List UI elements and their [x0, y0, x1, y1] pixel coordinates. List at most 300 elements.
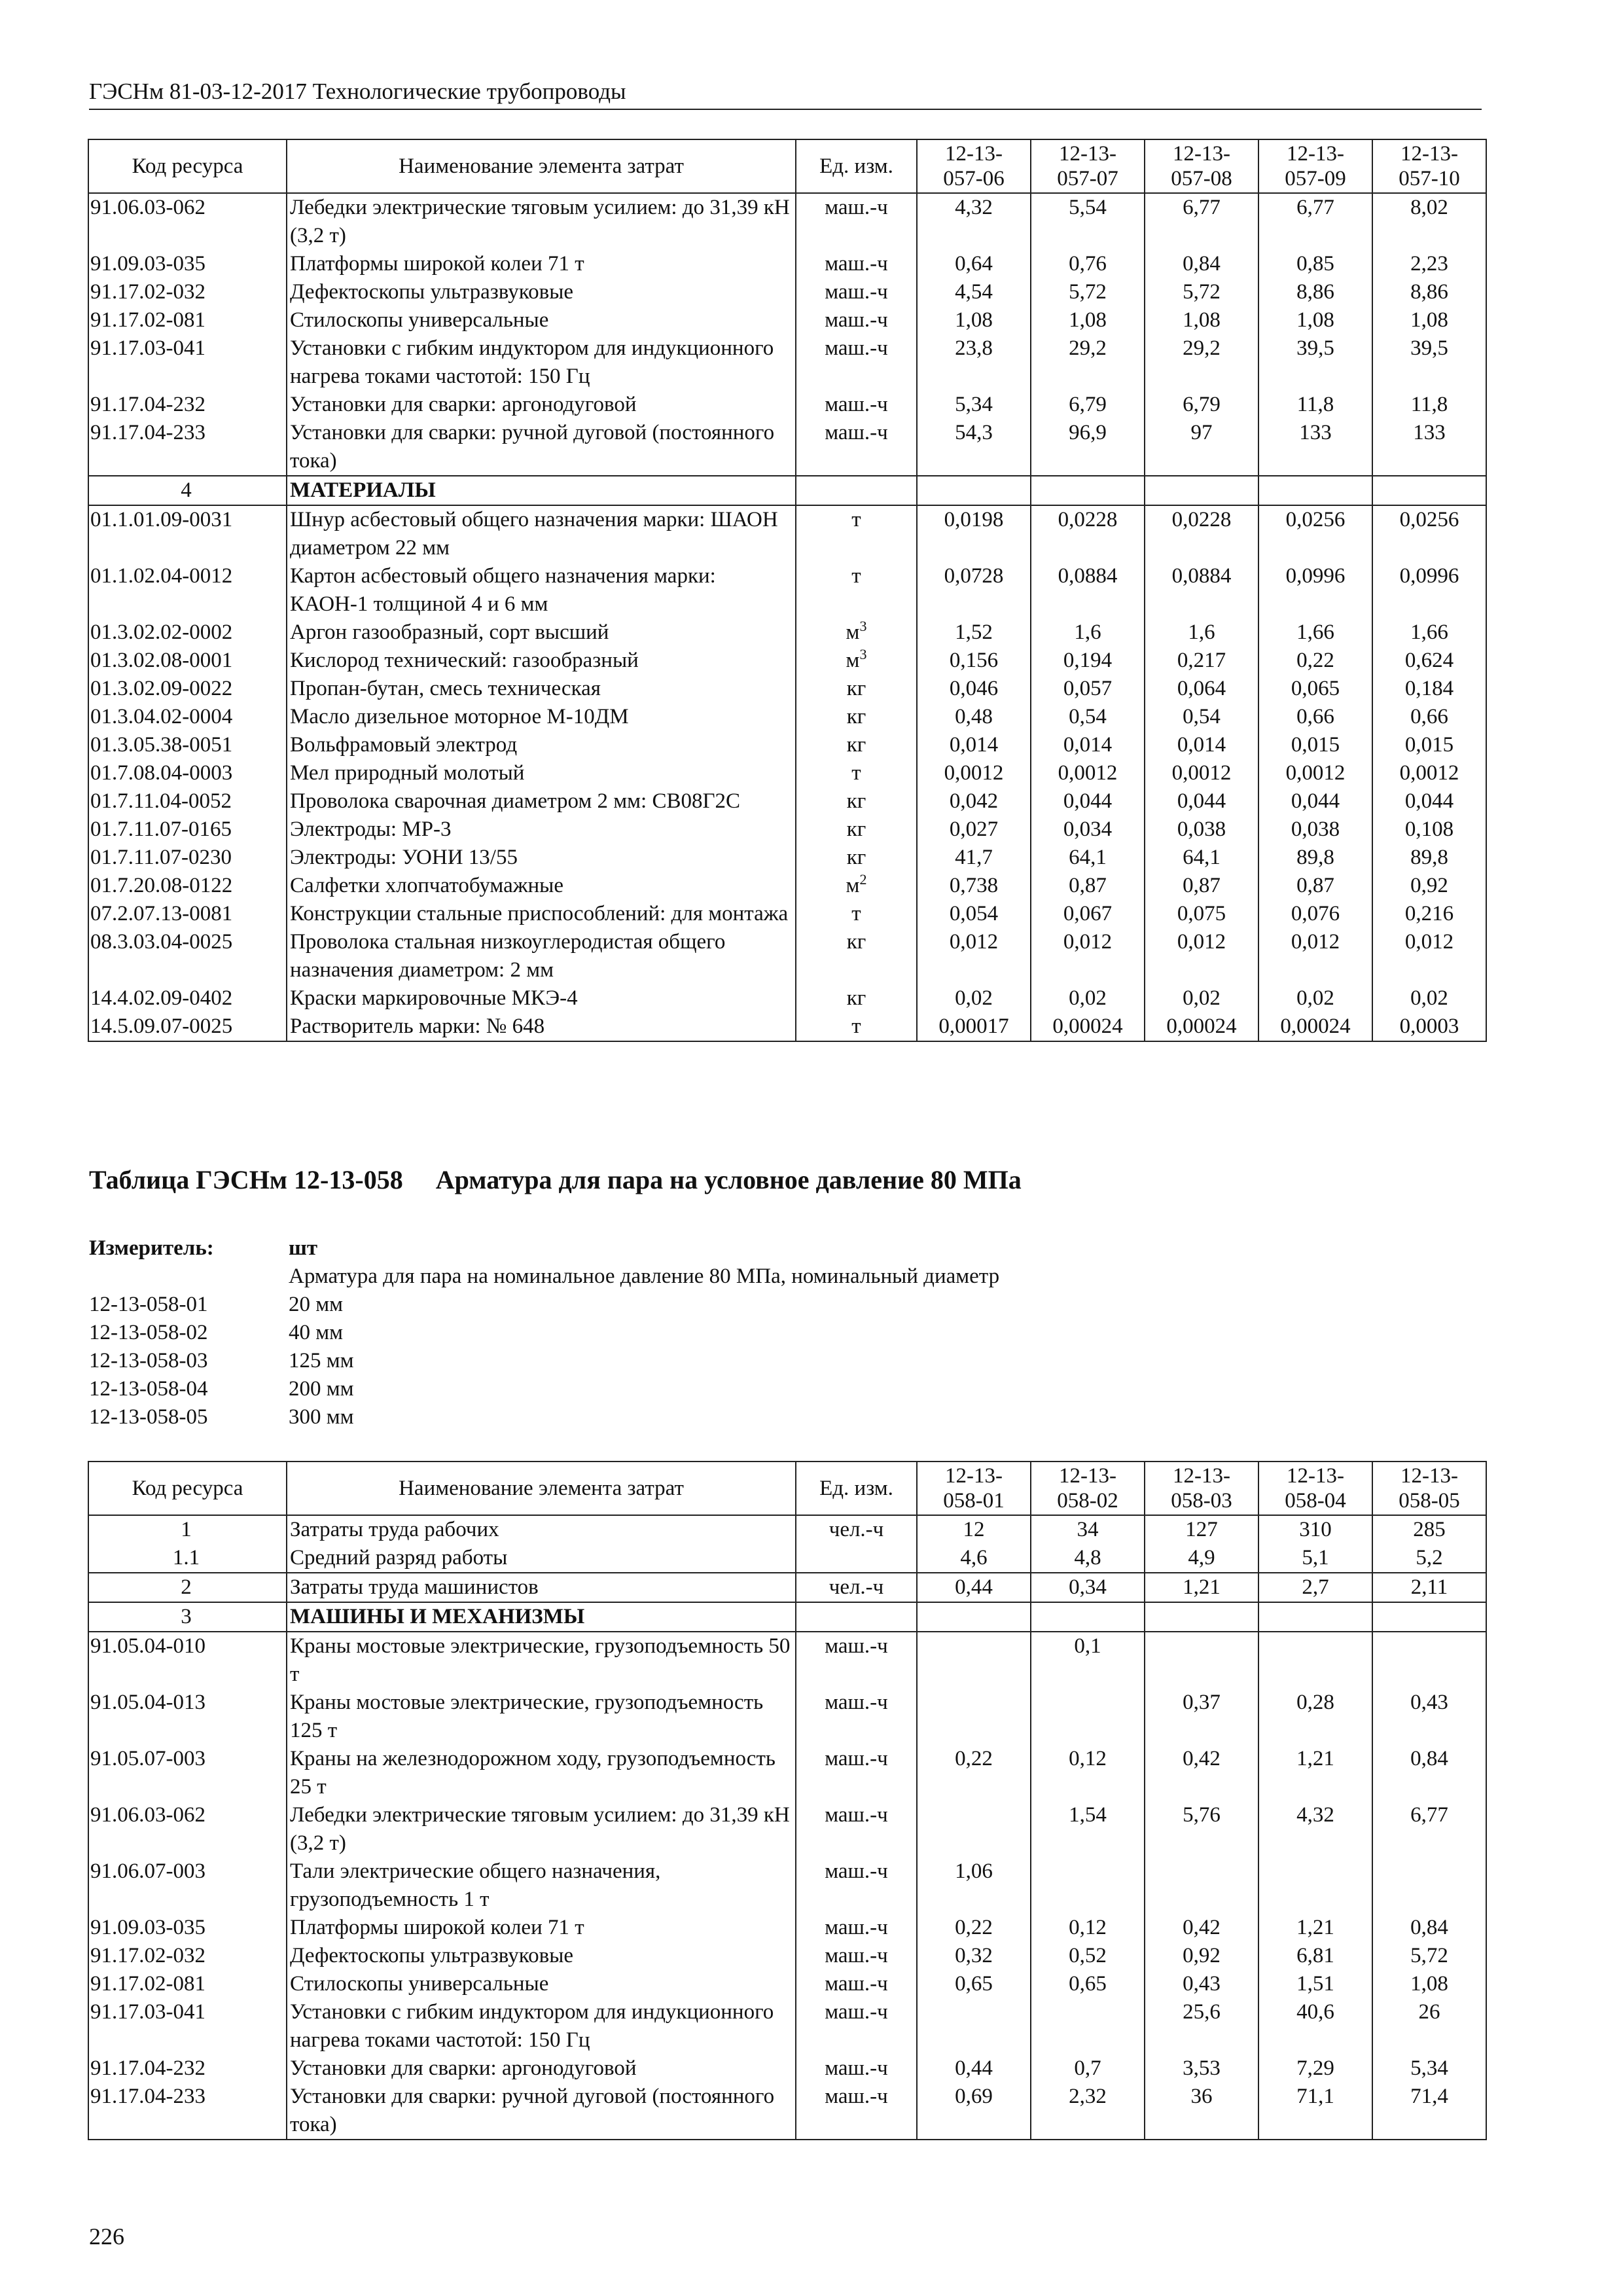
value-cell: 0,044 — [1145, 787, 1258, 816]
resource-code: 4 — [88, 476, 287, 505]
value-cell: 11,8 — [1372, 391, 1486, 419]
value-cell: 1,54 — [1031, 1801, 1145, 1857]
value-cell: 0,7 — [1031, 2054, 1145, 2083]
table-row — [88, 816, 1486, 844]
resource-name: Затраты труда рабочих — [287, 1515, 796, 1544]
resource-unit — [796, 250, 917, 278]
value-cell: 0,87 — [1145, 872, 1258, 900]
value-cell — [1031, 1602, 1145, 1632]
table-row — [88, 1801, 1486, 1857]
value-cell: 29,2 — [1031, 334, 1145, 391]
header-name: Наименование элемента затрат — [287, 1462, 796, 1515]
resource-name: МАШИНЫ И МЕХАНИЗМЫ — [287, 1602, 796, 1632]
resource-name: Тали электрические общего назначения, грузоподъемность 1 т — [287, 1857, 796, 1914]
resource-code: 01.3.02.02-0002 — [88, 619, 287, 647]
value-cell: 64,1 — [1145, 844, 1258, 872]
value-cell: 0,014 — [917, 731, 1031, 759]
value-cell — [917, 1602, 1031, 1632]
value-cell: 7,29 — [1258, 2054, 1372, 2083]
header-column: 12-13- 058-05 — [1372, 1462, 1486, 1515]
table-row — [88, 759, 1486, 787]
unit-text: маш.-ч — [825, 421, 888, 444]
unit-text: маш.-ч — [825, 1691, 888, 1714]
unit-text: маш.-ч — [825, 308, 888, 332]
unit-text: маш.-ч — [825, 280, 888, 304]
value-cell: 29,2 — [1145, 334, 1258, 391]
value-cell: 96,9 — [1031, 419, 1145, 476]
unit-text: маш.-ч — [825, 1859, 888, 1883]
resource-code: 91.17.03-041 — [88, 334, 287, 391]
value-cell: 1,08 — [1372, 1970, 1486, 1998]
resource-unit — [796, 984, 917, 1013]
value-cell: 6,81 — [1258, 1942, 1372, 1970]
value-cell: 1,08 — [1145, 306, 1258, 334]
resource-unit — [796, 1801, 917, 1857]
resource-name: Затраты труда машинистов — [287, 1573, 796, 1602]
unit-text: кг — [846, 705, 866, 728]
value-cell: 6,79 — [1145, 391, 1258, 419]
resource-name: Кислород технический: газообразный — [287, 647, 796, 675]
resource-name: Лебедки электрические тяговым усилием: до 31,39 кН (3,2 т) — [287, 1801, 796, 1857]
value-cell: 1,21 — [1145, 1573, 1258, 1602]
resource-unit — [796, 1745, 917, 1801]
resource-name: Стилоскопы универсальные — [287, 306, 796, 334]
resource-name: Платформы широкой колеи 71 т — [287, 1914, 796, 1942]
resource-unit — [796, 306, 917, 334]
value-cell: 1,66 — [1258, 619, 1372, 647]
value-cell: 1,51 — [1258, 1970, 1372, 1998]
table-body — [88, 193, 1486, 1041]
meter-item-text: 125 мм — [289, 1349, 354, 1372]
value-cell — [1145, 1857, 1258, 1914]
unit-text: маш.-ч — [825, 252, 888, 276]
resource-unit — [796, 1970, 917, 1998]
resource-name: Краны мостовые электрические, грузоподъемность 125 т — [287, 1689, 796, 1745]
resource-name: Электроды: МР-3 — [287, 816, 796, 844]
value-cell: 0,02 — [917, 984, 1031, 1013]
resource-unit — [796, 1914, 917, 1942]
value-cell — [917, 1632, 1031, 1689]
value-cell: 36 — [1145, 2083, 1258, 2140]
table-row — [88, 2054, 1486, 2083]
resource-unit — [796, 419, 917, 476]
value-cell: 0,0012 — [1031, 759, 1145, 787]
value-cell: 0,42 — [1145, 1914, 1258, 1942]
resource-name: Платформы широкой колеи 71 т — [287, 250, 796, 278]
unit-text: т — [851, 508, 861, 531]
meter-item — [89, 1375, 999, 1403]
page-number: 226 — [89, 2223, 124, 2250]
unit-text: маш.-ч — [825, 196, 888, 219]
header-column: 12-13- 058-02 — [1031, 1462, 1145, 1515]
value-cell: 4,9 — [1145, 1544, 1258, 1573]
value-cell: 285 — [1372, 1515, 1486, 1544]
resource-code: 91.17.04-233 — [88, 419, 287, 476]
resource-table-057 — [88, 139, 1487, 1042]
value-cell: 97 — [1145, 419, 1258, 476]
table-row — [88, 928, 1486, 984]
value-cell: 26 — [1372, 1998, 1486, 2054]
unit-text: т — [851, 761, 861, 785]
resource-name: Установки для сварки: аргонодуговой — [287, 391, 796, 419]
resource-code: 91.17.04-232 — [88, 391, 287, 419]
resource-code: 91.17.02-081 — [88, 306, 287, 334]
resource-code: 2 — [88, 1573, 287, 1602]
value-cell: 0,015 — [1258, 731, 1372, 759]
unit-text: маш.-ч — [825, 2000, 888, 2024]
header-column: 12-13- 058-03 — [1145, 1462, 1258, 1515]
value-cell: 0,48 — [917, 703, 1031, 731]
value-cell: 0,046 — [917, 675, 1031, 703]
resource-name: Краны на железнодорожном ходу, грузоподъемность 25 т — [287, 1745, 796, 1801]
value-cell: 34 — [1031, 1515, 1145, 1544]
value-cell: 6,79 — [1031, 391, 1145, 419]
resource-name: Дефектоскопы ультразвуковые — [287, 1942, 796, 1970]
value-cell: 0,22 — [1258, 647, 1372, 675]
section-title — [89, 1164, 1022, 1196]
header-code: Код ресурса — [88, 1462, 287, 1515]
value-cell: 0,0996 — [1372, 562, 1486, 619]
value-cell: 0,0228 — [1031, 505, 1145, 562]
value-cell: 5,1 — [1258, 1544, 1372, 1573]
value-cell: 1,21 — [1258, 1745, 1372, 1801]
unit-exponent: 3 — [859, 646, 867, 662]
unit-exponent: 3 — [859, 618, 867, 634]
value-cell: 0,738 — [917, 872, 1031, 900]
resource-code: 01.3.02.09-0022 — [88, 675, 287, 703]
resource-code: 1.1 — [88, 1544, 287, 1573]
unit-text: кг — [846, 846, 866, 869]
resource-unit — [796, 647, 917, 675]
value-cell: 64,1 — [1031, 844, 1145, 872]
unit-text: кг — [846, 677, 866, 700]
page-header: ГЭСНм 81-03-12-2017 Технологические трубопроводы — [89, 77, 1482, 110]
table-row — [88, 1632, 1486, 1689]
value-cell: 2,7 — [1258, 1573, 1372, 1602]
meter-label: Измеритель: — [89, 1236, 214, 1260]
value-cell: 0,012 — [1145, 928, 1258, 984]
value-cell: 0,34 — [1031, 1573, 1145, 1602]
value-cell: 0,00017 — [917, 1013, 1031, 1041]
value-cell — [1145, 1632, 1258, 1689]
resource-code: 07.2.07.13-0081 — [88, 900, 287, 928]
resource-name: МАТЕРИАЛЫ — [287, 476, 796, 505]
value-cell: 25,6 — [1145, 1998, 1258, 2054]
resource-code: 01.7.20.08-0122 — [88, 872, 287, 900]
unit-text: кг — [846, 930, 866, 954]
resource-name: Конструкции стальные приспособлений: для монтажа — [287, 900, 796, 928]
value-cell — [1031, 1998, 1145, 2054]
table-row — [88, 419, 1486, 476]
resource-unit — [796, 900, 917, 928]
resource-code: 1 — [88, 1515, 287, 1544]
meter-item-text: 200 мм — [289, 1377, 354, 1401]
value-cell — [1258, 476, 1372, 505]
meter-item — [89, 1291, 999, 1319]
meter-row — [89, 1263, 999, 1291]
value-cell — [917, 1689, 1031, 1745]
value-cell: 0,0996 — [1258, 562, 1372, 619]
unit-text: маш.-ч — [825, 2085, 888, 2108]
resource-unit — [796, 787, 917, 816]
value-cell: 0,02 — [1258, 984, 1372, 1013]
value-cell: 0,85 — [1258, 250, 1372, 278]
table-row — [88, 872, 1486, 900]
resource-unit — [796, 703, 917, 731]
value-cell: 3,53 — [1145, 2054, 1258, 2083]
value-cell: 0,0256 — [1372, 505, 1486, 562]
meter-items — [89, 1291, 999, 1431]
meter-value: шт — [289, 1236, 318, 1260]
value-cell: 0,075 — [1145, 900, 1258, 928]
header-column: 12-13- 057-07 — [1031, 139, 1145, 193]
value-cell — [1031, 1857, 1145, 1914]
meter-item-code: 12-13-058-01 — [89, 1293, 208, 1316]
table-row — [88, 1857, 1486, 1914]
table-row — [88, 306, 1486, 334]
value-cell: 0,0012 — [1145, 759, 1258, 787]
meter-block — [89, 1234, 999, 1431]
value-cell: 0,92 — [1372, 872, 1486, 900]
resource-code: 91.17.03-041 — [88, 1998, 287, 2054]
value-cell: 1,52 — [917, 619, 1031, 647]
resource-name: Стилоскопы универсальные — [287, 1970, 796, 1998]
table-row — [88, 1914, 1486, 1942]
value-cell: 0,64 — [917, 250, 1031, 278]
value-cell: 0,012 — [1258, 928, 1372, 984]
value-cell: 11,8 — [1258, 391, 1372, 419]
header-column: 12-13- 057-09 — [1258, 139, 1372, 193]
meter-item-code: 12-13-058-02 — [89, 1321, 208, 1344]
value-cell: 0,43 — [1145, 1970, 1258, 1998]
value-cell: 5,72 — [1031, 278, 1145, 306]
value-cell: 23,8 — [917, 334, 1031, 391]
value-cell: 1,08 — [1258, 306, 1372, 334]
value-cell: 0,12 — [1031, 1745, 1145, 1801]
resource-unit — [796, 562, 917, 619]
value-cell — [917, 1998, 1031, 2054]
table-row — [88, 391, 1486, 419]
unit-text: кг — [846, 817, 866, 841]
value-cell: 0,65 — [917, 1970, 1031, 1998]
value-cell: 8,86 — [1372, 278, 1486, 306]
value-cell: 0,0198 — [917, 505, 1031, 562]
resource-code: 91.09.03-035 — [88, 1914, 287, 1942]
value-cell: 0,054 — [917, 900, 1031, 928]
value-cell: 1,21 — [1258, 1914, 1372, 1942]
value-cell: 12 — [917, 1515, 1031, 1544]
meter-item — [89, 1347, 999, 1375]
value-cell — [1372, 476, 1486, 505]
value-cell: 0,02 — [1145, 984, 1258, 1013]
header-column: 12-13- 058-04 — [1258, 1462, 1372, 1515]
resource-name: Растворитель марки: № 648 — [287, 1013, 796, 1041]
resource-unit — [796, 816, 917, 844]
value-cell: 0,02 — [1372, 984, 1486, 1013]
value-cell: 0,76 — [1031, 250, 1145, 278]
value-cell: 39,5 — [1258, 334, 1372, 391]
value-cell: 0,66 — [1258, 703, 1372, 731]
value-cell: 1,08 — [917, 306, 1031, 334]
resource-code: 91.06.03-062 — [88, 193, 287, 250]
unit-exponent: 2 — [859, 871, 867, 888]
resource-name: Мел природный молотый — [287, 759, 796, 787]
value-cell: 2,23 — [1372, 250, 1486, 278]
resource-unit — [796, 1573, 917, 1602]
unit-text: маш.-ч — [825, 1747, 888, 1770]
value-cell: 5,72 — [1372, 1942, 1486, 1970]
value-cell — [1145, 476, 1258, 505]
value-cell: 0,1 — [1031, 1632, 1145, 1689]
value-cell: 0,87 — [1258, 872, 1372, 900]
resource-unit — [796, 1689, 917, 1745]
value-cell: 1,06 — [917, 1857, 1031, 1914]
value-cell: 0,014 — [1031, 731, 1145, 759]
resource-name: Вольфрамовый электрод — [287, 731, 796, 759]
value-cell: 5,34 — [917, 391, 1031, 419]
unit-text: м — [846, 649, 860, 672]
resource-name: Установки с гибким индуктором для индукционного нагрева токами частотой: 150 Гц — [287, 1998, 796, 2054]
value-cell: 0,69 — [917, 2083, 1031, 2140]
value-cell: 4,6 — [917, 1544, 1031, 1573]
value-cell: 0,0012 — [1258, 759, 1372, 787]
resource-unit — [796, 193, 917, 250]
value-cell: 5,34 — [1372, 2054, 1486, 2083]
resource-code: 91.05.07-003 — [88, 1745, 287, 1801]
meter-item-text: 20 мм — [289, 1293, 344, 1316]
value-cell: 0,034 — [1031, 816, 1145, 844]
table-row — [88, 844, 1486, 872]
value-cell: 0,92 — [1145, 1942, 1258, 1970]
value-cell: 8,02 — [1372, 193, 1486, 250]
resource-unit — [796, 1632, 917, 1689]
value-cell — [917, 476, 1031, 505]
value-cell: 0,0012 — [1372, 759, 1486, 787]
value-cell — [1372, 1632, 1486, 1689]
table-row — [88, 1942, 1486, 1970]
resource-unit — [796, 1013, 917, 1041]
value-cell: 4,32 — [1258, 1801, 1372, 1857]
resource-unit — [796, 1998, 917, 2054]
unit-text: маш.-ч — [825, 1972, 888, 1996]
value-cell: 54,3 — [917, 419, 1031, 476]
value-cell: 0,44 — [917, 1573, 1031, 1602]
value-cell: 0,52 — [1031, 1942, 1145, 1970]
resource-unit — [796, 391, 917, 419]
resource-name: Электроды: УОНИ 13/55 — [287, 844, 796, 872]
value-cell — [1258, 1602, 1372, 1632]
value-cell: 0,87 — [1031, 872, 1145, 900]
table-row — [88, 647, 1486, 675]
table-row — [88, 787, 1486, 816]
meter-item — [89, 1403, 999, 1431]
value-cell: 0,66 — [1372, 703, 1486, 731]
value-cell: 133 — [1258, 419, 1372, 476]
value-cell: 5,76 — [1145, 1801, 1258, 1857]
value-cell: 89,8 — [1258, 844, 1372, 872]
value-cell: 0,12 — [1031, 1914, 1145, 1942]
value-cell: 0,65 — [1031, 1970, 1145, 1998]
value-cell: 0,012 — [1031, 928, 1145, 984]
resource-code: 91.05.04-010 — [88, 1632, 287, 1689]
meter-item-code: 12-13-058-04 — [89, 1377, 208, 1401]
resource-name: Установки с гибким индуктором для индукционного нагрева токами частотой: 150 Гц — [287, 334, 796, 391]
header-unit: Ед. изм. — [796, 139, 917, 193]
value-cell — [1031, 476, 1145, 505]
value-cell: 6,77 — [1372, 1801, 1486, 1857]
value-cell: 0,84 — [1145, 250, 1258, 278]
value-cell: 5,2 — [1372, 1544, 1486, 1573]
table-row — [88, 1573, 1486, 1602]
value-cell: 0,042 — [917, 787, 1031, 816]
value-cell: 0,108 — [1372, 816, 1486, 844]
resource-name: Установки для сварки: ручной дуговой (постоянного тока) — [287, 419, 796, 476]
value-cell: 0,22 — [917, 1914, 1031, 1942]
value-cell: 8,86 — [1258, 278, 1372, 306]
value-cell: 0,624 — [1372, 647, 1486, 675]
meter-item-text: 300 мм — [289, 1405, 354, 1429]
table-row — [88, 900, 1486, 928]
resource-unit — [796, 334, 917, 391]
table-row — [88, 1544, 1486, 1573]
meter-row — [89, 1234, 999, 1263]
resource-code: 91.17.04-233 — [88, 2083, 287, 2140]
resource-code: 91.17.02-032 — [88, 278, 287, 306]
value-cell: 1,6 — [1145, 619, 1258, 647]
unit-text: маш.-ч — [825, 2056, 888, 2080]
resource-name: Краны мостовые электрические, грузоподъемность 50 т — [287, 1632, 796, 1689]
meter-item-code: 12-13-058-05 — [89, 1405, 208, 1429]
resource-name: Проволока сварочная диаметром 2 мм: СВ08Г2С — [287, 787, 796, 816]
resource-name: Салфетки хлопчатобумажные — [287, 872, 796, 900]
header-name: Наименование элемента затрат — [287, 139, 796, 193]
resource-code: 91.09.03-035 — [88, 250, 287, 278]
value-cell: 1,66 — [1372, 619, 1486, 647]
unit-text: чел.-ч — [829, 1575, 884, 1599]
resource-unit — [796, 619, 917, 647]
unit-text: маш.-ч — [825, 336, 888, 360]
meter-description: Арматура для пара на номинальное давление 80 МПа, номинальный диаметр — [289, 1265, 1000, 1288]
resource-name: Средний разряд работы — [287, 1544, 796, 1573]
unit-text: т — [851, 564, 861, 588]
unit-text: т — [851, 902, 861, 925]
value-cell: 0,067 — [1031, 900, 1145, 928]
resource-code: 3 — [88, 1602, 287, 1632]
value-cell: 0,012 — [1372, 928, 1486, 984]
resource-name: Установки для сварки: ручной дуговой (постоянного тока) — [287, 2083, 796, 2140]
resource-unit — [796, 2083, 917, 2140]
table-row — [88, 1515, 1486, 1544]
table-row — [88, 250, 1486, 278]
value-cell: 0,038 — [1145, 816, 1258, 844]
resource-code: 01.3.05.38-0051 — [88, 731, 287, 759]
table-row — [88, 1745, 1486, 1801]
value-cell: 41,7 — [917, 844, 1031, 872]
table-row — [88, 1970, 1486, 1998]
value-cell: 0,32 — [917, 1942, 1031, 1970]
resource-name: Шнур асбестовый общего назначения марки: ШАОН диаметром 22 мм — [287, 505, 796, 562]
resource-unit — [796, 844, 917, 872]
value-cell: 6,77 — [1258, 193, 1372, 250]
table-row — [88, 1689, 1486, 1745]
value-cell: 2,11 — [1372, 1573, 1486, 1602]
value-cell: 0,0884 — [1145, 562, 1258, 619]
value-cell: 0,00024 — [1145, 1013, 1258, 1041]
resource-table-058 — [88, 1461, 1487, 2140]
value-cell — [1258, 1857, 1372, 1914]
table-title: Арматура для пара на условное давление 80 МПа — [435, 1165, 1022, 1194]
header-column: 12-13- 057-10 — [1372, 139, 1486, 193]
